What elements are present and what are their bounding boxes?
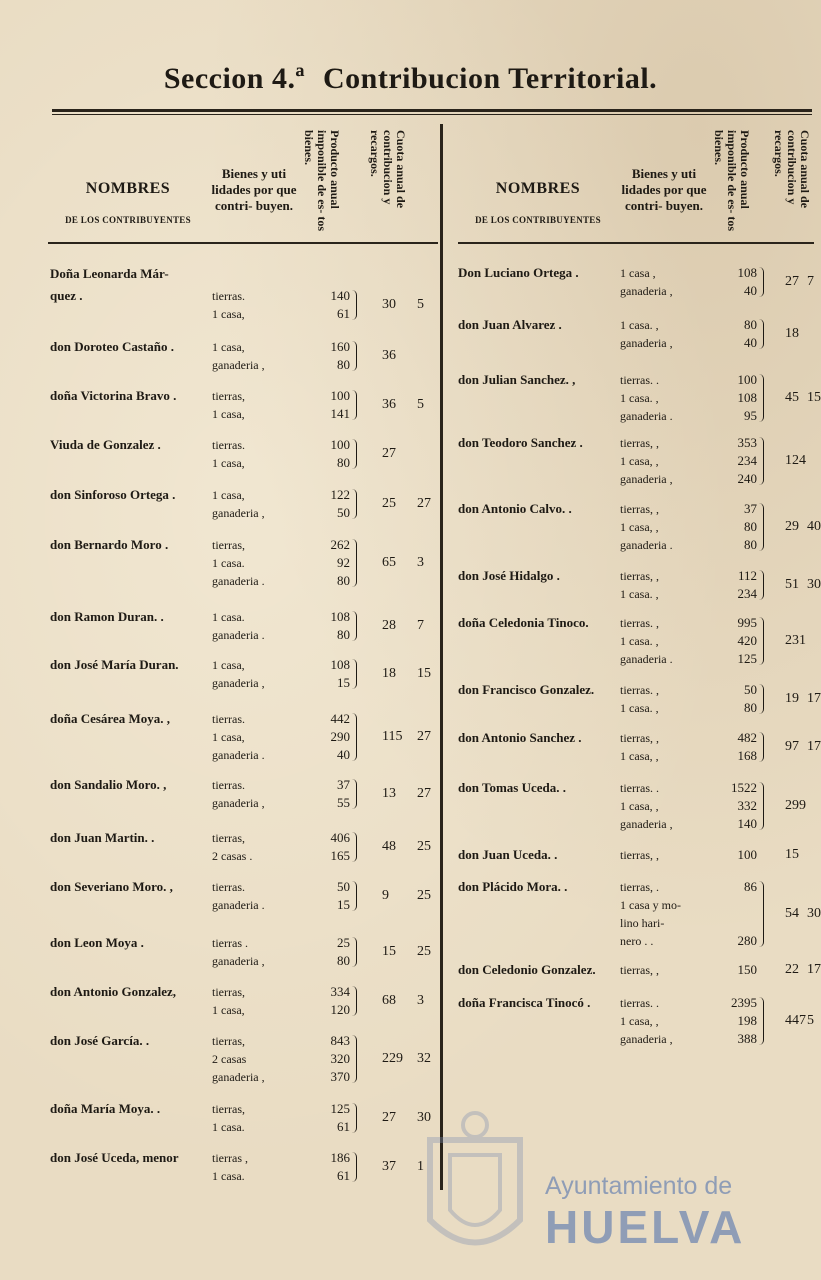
product-value: 40: [744, 335, 757, 350]
product-value: 80: [337, 627, 350, 642]
cuota-maravedis: 3: [417, 555, 424, 570]
brace: [759, 374, 764, 422]
contributor-name: don Ramon Duran. .: [50, 609, 164, 624]
product-value: 108: [330, 657, 350, 672]
product-value: 61: [337, 1168, 350, 1183]
property-item: 1 casa, ,: [620, 799, 659, 813]
contributor-name: don Juan Martin. .: [50, 830, 155, 845]
cuota-reales: 115: [382, 729, 403, 744]
property-item: ganaderia .: [620, 652, 673, 666]
property-item: ganaderia ,: [620, 284, 673, 298]
property-item: tierras, ,: [620, 848, 659, 862]
product-value: 50: [337, 505, 350, 520]
product-value: 40: [337, 747, 350, 762]
product-value: 160: [330, 339, 350, 354]
contributor-name: Don Luciano Ortega .: [458, 265, 579, 280]
brace: [352, 937, 357, 967]
property-item: 1 casa,: [212, 307, 245, 321]
property-item: tierras.: [212, 712, 245, 726]
contributor-name: don Francisco Gonzalez.: [458, 682, 595, 697]
property-item: tierras,: [212, 1034, 245, 1048]
property-item: nero . .: [620, 934, 654, 948]
title-section: Seccion 4.ª: [163, 62, 305, 95]
cuota-maravedis: 25: [417, 839, 431, 854]
product-value: 262: [330, 537, 350, 552]
brace: [759, 684, 764, 714]
property-item: ganaderia ,: [212, 1070, 265, 1084]
cuota-reales: 231: [785, 633, 806, 648]
product-value: 234: [737, 586, 757, 601]
cuota-maravedis: 3: [417, 993, 424, 1008]
product-value: 198: [737, 1013, 757, 1028]
brace: [759, 782, 764, 830]
property-item: tierras, ,: [620, 569, 659, 583]
property-item: tierras. .: [620, 996, 659, 1010]
property-item: 1 casa. ,: [620, 318, 659, 332]
product-value: 140: [737, 816, 757, 831]
brace: [352, 832, 357, 862]
property-item: tierras, ,: [620, 963, 659, 977]
property-item: 1 casa.: [212, 556, 245, 570]
product-value: 2395: [731, 995, 757, 1010]
property-item: ganaderia ,: [620, 336, 673, 350]
product-value: 420: [737, 633, 757, 648]
contributor-name: don Bernardo Moro .: [50, 537, 169, 552]
cuota-reales: 19: [785, 691, 799, 706]
product-value: 50: [744, 682, 757, 697]
property-item: 1 casa,: [212, 658, 245, 672]
product-value: 61: [337, 1119, 350, 1134]
contributor-name: don José María Duran.: [50, 657, 179, 672]
product-value: 80: [744, 537, 757, 552]
product-value: 125: [330, 1101, 350, 1116]
property-item: 1 casa,: [212, 456, 245, 470]
product-value: 442: [330, 711, 350, 726]
property-item: 1 casa. ,: [620, 587, 659, 601]
product-value: 100: [330, 437, 350, 452]
header-rule-right: [458, 242, 814, 244]
property-item: ganaderia .: [212, 574, 265, 588]
product-value: 353: [737, 435, 757, 450]
cuota-maravedis: 27: [417, 729, 431, 744]
brace: [352, 779, 357, 809]
contributor-name-cont: quez .: [50, 288, 83, 303]
cuota-reales: 27: [382, 446, 396, 461]
product-value: 15: [337, 675, 350, 690]
property-item: tierras,: [212, 1102, 245, 1116]
cuota-reales: 22: [785, 962, 799, 977]
cuota-reales: 27: [382, 1110, 396, 1125]
contributor-name: don Juan Alvarez .: [458, 317, 562, 332]
contributor-name: don José Hidalgo .: [458, 568, 560, 583]
product-value: 80: [744, 700, 757, 715]
brace: [759, 267, 764, 297]
top-rule: [52, 109, 812, 112]
product-value: 86: [744, 879, 757, 894]
product-value: 122: [330, 487, 350, 502]
product-value: 482: [737, 730, 757, 745]
product-value: 61: [337, 306, 350, 321]
property-item: tierras. ,: [620, 616, 659, 630]
contributor-name: don Sandalio Moro. ,: [50, 777, 167, 792]
watermark-line2: HUELVA: [545, 1201, 746, 1253]
product-value: 320: [330, 1051, 350, 1066]
column-divider: [440, 124, 443, 1190]
product-value: 100: [330, 388, 350, 403]
product-value: 240: [737, 471, 757, 486]
contributor-name: don Antonio Sanchez .: [458, 730, 582, 745]
brace: [352, 659, 357, 689]
property-item: tierras, .: [620, 880, 659, 894]
cuota-reales: 36: [382, 348, 396, 363]
product-value: 843: [330, 1033, 350, 1048]
property-item: 1 casa, ,: [620, 454, 659, 468]
product-value: 37: [744, 501, 757, 516]
product-value: 186: [330, 1150, 350, 1165]
product-value: 141: [330, 406, 350, 421]
property-item: tierras.: [212, 778, 245, 792]
cuota-reales: 25: [382, 496, 396, 511]
product-value: 995: [737, 615, 757, 630]
cuota-maravedis: 5: [417, 297, 424, 312]
contributor-name: don Antonio Calvo. .: [458, 501, 572, 516]
property-item: tierras.: [212, 438, 245, 452]
contributor-name: don Leon Moya .: [50, 935, 144, 950]
header-nombres-left: NOMBRES DE LOS CONTRIBUYENTES: [65, 180, 191, 225]
top-rule-thin: [52, 114, 812, 115]
header-producto-right: Producto anual imponible de es- tos bienes.: [712, 130, 752, 232]
header-nombres-right: NOMBRES DE LOS CONTRIBUYENTES: [475, 180, 601, 225]
cuota-reales: 18: [785, 326, 799, 341]
property-item: tierras .: [212, 936, 248, 950]
brace: [352, 713, 357, 761]
product-value: 332: [737, 798, 757, 813]
product-value: 150: [737, 962, 757, 977]
cuota-reales: 29: [785, 519, 799, 534]
watermark-line1: Ayuntamiento de: [545, 1172, 733, 1200]
cuota-reales: 51: [785, 577, 799, 592]
contributor-name: doña María Moya. .: [50, 1101, 161, 1116]
cuota-reales: 68: [382, 993, 396, 1008]
cuota-reales: 13: [382, 786, 396, 801]
cuota-reales: 30: [382, 297, 396, 312]
cuota-reales: 36: [382, 397, 396, 412]
cuota-maravedis: 5: [807, 1013, 814, 1028]
cuota-maravedis: 40: [807, 519, 821, 534]
cuota-reales: 447: [785, 1013, 806, 1028]
cuota-reales: 124: [785, 453, 806, 468]
cuota-maravedis: 30: [807, 577, 821, 592]
property-item: 1 casa. ,: [620, 701, 659, 715]
property-item: ganaderia .: [212, 748, 265, 762]
product-value: 15: [337, 897, 350, 912]
product-value: 290: [330, 729, 350, 744]
property-item: 2 casas: [212, 1052, 247, 1066]
product-value: 388: [737, 1031, 757, 1046]
property-item: tierras,: [212, 538, 245, 552]
property-item: tierras. .: [620, 373, 659, 387]
cuota-maravedis: 1: [417, 1159, 424, 1174]
property-item: ganaderia ,: [620, 817, 673, 831]
property-item: ganaderia ,: [620, 1032, 673, 1046]
property-item: tierras, ,: [620, 436, 659, 450]
header-bienes-right: Bienes y uti lidades por que contri- buyen.: [621, 166, 707, 213]
brace: [352, 986, 357, 1016]
product-value: 80: [337, 455, 350, 470]
cuota-maravedis: 17: [807, 691, 821, 706]
cuota-reales: 27: [785, 274, 799, 289]
property-item: tierras,: [212, 985, 245, 999]
product-value: 165: [330, 848, 350, 863]
product-value: 37: [337, 777, 350, 792]
property-item: 1 casa ,: [620, 266, 656, 280]
cuota-maravedis: 5: [417, 397, 424, 412]
brace: [352, 1035, 357, 1083]
product-value: 1522: [731, 780, 757, 795]
brace: [759, 732, 764, 762]
product-value: 370: [330, 1069, 350, 1084]
contributor-name: don Doroteo Castaño .: [50, 339, 174, 354]
property-item: ganaderia .: [620, 538, 673, 552]
property-item: ganaderia ,: [212, 358, 265, 372]
cuota-maravedis: 25: [417, 888, 431, 903]
property-item: ganaderia ,: [212, 506, 265, 520]
contributor-name: don Severiano Moro. ,: [50, 879, 173, 894]
product-value: 100: [737, 372, 757, 387]
cuota-reales: 45: [785, 390, 799, 405]
brace: [759, 570, 764, 600]
product-value: 80: [744, 519, 757, 534]
contributor-name: don Antonio Gonzalez,: [50, 984, 177, 999]
cuota-reales: 15: [382, 944, 396, 959]
brace: [352, 881, 357, 911]
product-value: 55: [337, 795, 350, 810]
cuota-maravedis: 15: [807, 390, 821, 405]
cuota-reales: 65: [382, 555, 396, 570]
cuota-maravedis: 30: [807, 906, 821, 921]
product-value: 50: [337, 879, 350, 894]
brace: [352, 390, 357, 420]
property-item: 1 casa,: [212, 488, 245, 502]
product-value: 406: [330, 830, 350, 845]
cuota-maravedis: 27: [417, 496, 431, 511]
cuota-reales: 48: [382, 839, 396, 854]
property-item: 1 casa.: [212, 610, 245, 624]
property-item: tierras,: [212, 831, 245, 845]
property-item: ganaderia .: [212, 628, 265, 642]
product-value: 112: [737, 568, 757, 583]
cuota-reales: 28: [382, 618, 396, 633]
cuota-maravedis: 7: [807, 274, 814, 289]
product-value: 40: [744, 283, 757, 298]
product-value: 280: [737, 933, 757, 948]
contributor-name: don Sinforoso Ortega .: [50, 487, 176, 502]
property-item: 1 casa, ,: [620, 1014, 659, 1028]
contributor-name: don Tomas Uceda. .: [458, 780, 566, 795]
cuota-maravedis: 15: [417, 666, 431, 681]
product-value: 80: [744, 317, 757, 332]
brace: [352, 439, 357, 469]
brace: [352, 489, 357, 519]
cuota-reales: 299: [785, 798, 806, 813]
brace: [352, 539, 357, 587]
cuota-reales: 229: [382, 1051, 403, 1066]
header-producto-left: Producto anual imponible de es- tos bienes.: [302, 130, 342, 232]
contributor-name: don Plácido Mora. .: [458, 879, 568, 894]
brace: [759, 881, 764, 947]
property-item: tierras.: [212, 880, 245, 894]
header-cuota-left: Cuota anual de contribucion y recargos.: [368, 130, 408, 209]
cuota-reales: 9: [382, 888, 389, 903]
property-item: 1 casa, ,: [620, 520, 659, 534]
property-item: 1 casa,: [212, 340, 245, 354]
page-title: [0, 62, 821, 96]
contributor-name: don Julian Sanchez. ,: [458, 372, 576, 387]
product-value: 92: [337, 555, 350, 570]
property-item: tierras, ,: [620, 731, 659, 745]
property-item: tierras.: [212, 289, 245, 303]
contributor-name: doña Victorina Bravo .: [50, 388, 177, 403]
property-item: tierras, ,: [620, 502, 659, 516]
product-value: 108: [330, 609, 350, 624]
contributor-name: doña Celedonia Tinoco.: [458, 615, 589, 630]
property-item: 1 casa.: [212, 1169, 245, 1183]
product-value: 168: [737, 748, 757, 763]
property-item: tierras. .: [620, 781, 659, 795]
property-item: ganaderia .: [620, 409, 673, 423]
property-item: 1 casa.: [212, 1120, 245, 1134]
title-main: Contribucion Territorial.: [322, 62, 658, 95]
product-value: 100: [737, 847, 757, 862]
brace: [759, 617, 764, 665]
product-value: 80: [337, 953, 350, 968]
brace: [352, 611, 357, 641]
property-item: ganaderia ,: [212, 796, 265, 810]
property-item: tierras ,: [212, 1151, 248, 1165]
product-value: 80: [337, 357, 350, 372]
brace: [759, 319, 764, 349]
property-item: ganaderia ,: [620, 472, 673, 486]
product-value: 334: [330, 984, 350, 999]
product-value: 125: [737, 651, 757, 666]
property-item: tierras. ,: [620, 683, 659, 697]
property-item: 1 casa,: [212, 407, 245, 421]
cuota-reales: 54: [785, 906, 799, 921]
contributor-name: doña Cesárea Moya. ,: [50, 711, 171, 726]
contributor-name: don Juan Uceda. .: [458, 847, 558, 862]
cuota-maravedis: 30: [417, 1110, 431, 1125]
contributor-name: Doña Leonarda Már-: [50, 266, 169, 281]
property-item: 1 casa. ,: [620, 391, 659, 405]
product-value: 234: [737, 453, 757, 468]
cuota-reales: 37: [382, 1159, 396, 1174]
contributor-name: don José García. .: [50, 1033, 150, 1048]
cuota-reales: 97: [785, 739, 799, 754]
header-bienes-left: Bienes y uti lidades por que contri- buyen.: [211, 166, 297, 213]
property-item: 1 casa y mo-: [620, 898, 681, 912]
cuota-maravedis: 32: [417, 1051, 431, 1066]
property-item: 1 casa, ,: [620, 749, 659, 763]
brace: [759, 997, 764, 1045]
product-value: 120: [330, 1002, 350, 1017]
contributor-name: doña Francisca Tinocó .: [458, 995, 591, 1010]
property-item: tierras,: [212, 389, 245, 403]
brace: [759, 503, 764, 551]
property-item: ganaderia ,: [212, 954, 265, 968]
property-item: lino hari-: [620, 916, 665, 930]
header-rule-left: [48, 242, 438, 244]
product-value: 80: [337, 573, 350, 588]
contributor-name: Viuda de Gonzalez .: [50, 437, 161, 452]
brace: [352, 341, 357, 371]
cuota-reales: 18: [382, 666, 396, 681]
cuota-maravedis: 17: [807, 739, 821, 754]
cuota-maravedis: 17: [807, 962, 821, 977]
brace: [352, 290, 357, 320]
product-value: 95: [744, 408, 757, 423]
contributor-name: don Celedonio Gonzalez.: [458, 962, 596, 977]
property-item: 2 casas .: [212, 849, 253, 863]
property-item: ganaderia .: [212, 898, 265, 912]
brace: [759, 437, 764, 485]
property-item: 1 casa,: [212, 730, 245, 744]
brace: [352, 1152, 357, 1182]
product-value: 108: [737, 265, 757, 280]
brace: [352, 1103, 357, 1133]
product-value: 25: [337, 935, 350, 950]
cuota-reales: 15: [785, 847, 799, 862]
cuota-maravedis: 27: [417, 786, 431, 801]
property-item: ganaderia ,: [212, 676, 265, 690]
property-item: 1 casa. ,: [620, 634, 659, 648]
property-item: 1 casa,: [212, 1003, 245, 1017]
cuota-maravedis: 7: [417, 618, 424, 633]
product-value: 140: [330, 288, 350, 303]
product-value: 108: [737, 390, 757, 405]
contributor-name: don José Uceda, menor: [50, 1150, 179, 1165]
cuota-maravedis: 25: [417, 944, 431, 959]
header-cuota-right: Cuota anual de contribucion y recargos.: [772, 130, 812, 209]
contributor-name: don Teodoro Sanchez .: [458, 435, 583, 450]
